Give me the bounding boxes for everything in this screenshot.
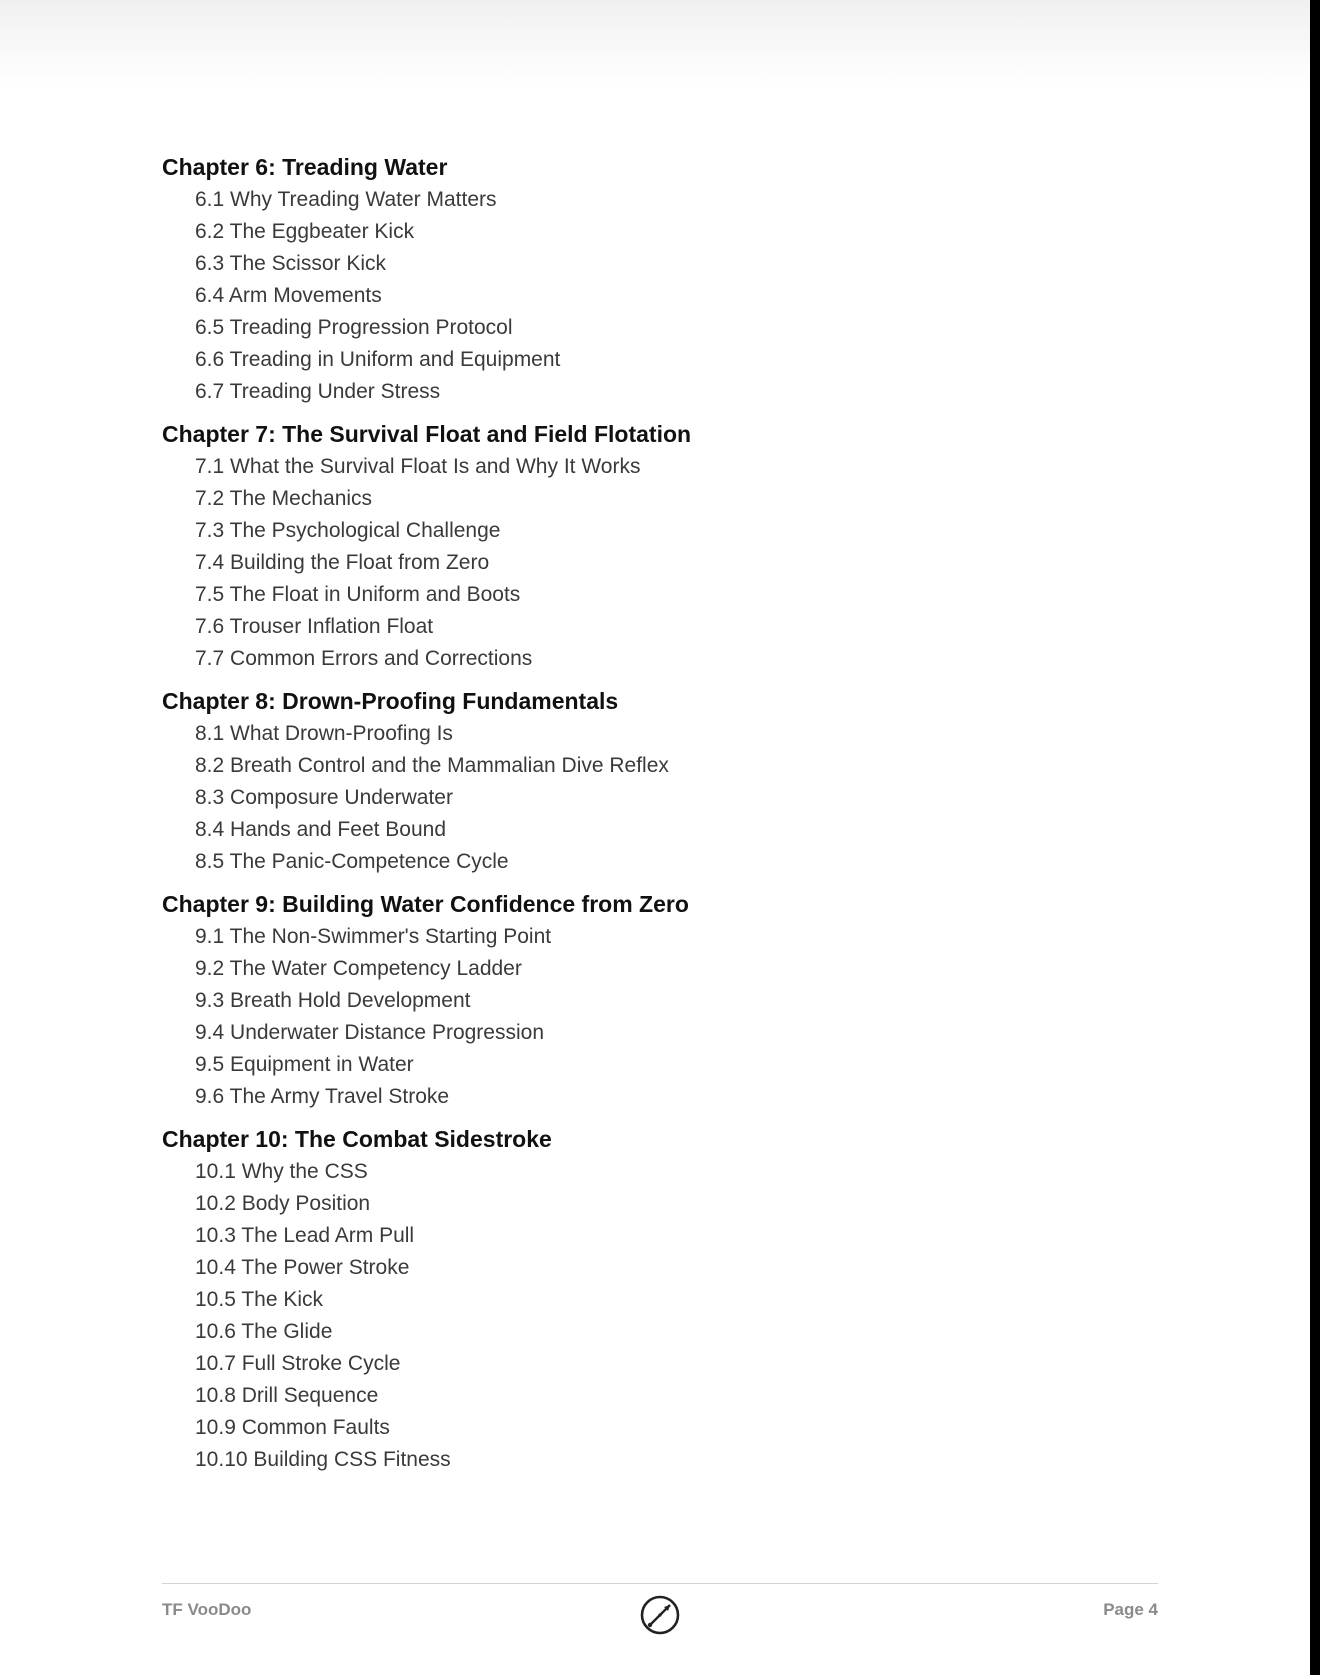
toc-section-item: 6.5 Treading Progression Protocol xyxy=(195,316,513,339)
chapter-title: Chapter 7: The Survival Float and Field Flotation xyxy=(162,421,692,447)
section-list xyxy=(162,184,1162,408)
compass-logo-icon xyxy=(639,1594,681,1636)
toc-chapter xyxy=(162,417,1162,675)
toc-section-item: 6.4 Arm Movements xyxy=(195,284,382,307)
toc-section-item: 10.9 Common Faults xyxy=(195,1416,390,1439)
table-of-contents xyxy=(162,150,1162,1476)
toc-section-item: 6.1 Why Treading Water Matters xyxy=(195,188,497,211)
toc-section-item: 10.8 Drill Sequence xyxy=(195,1384,379,1407)
toc-chapter xyxy=(162,1122,1162,1476)
toc-section-item: 10.6 The Glide xyxy=(195,1320,333,1343)
section-list xyxy=(162,451,1162,675)
toc-section-item: 7.1 What the Survival Float Is and Why It Works xyxy=(195,455,641,478)
toc-section-item: 9.4 Underwater Distance Progression xyxy=(195,1021,545,1044)
top-shadow xyxy=(0,0,1310,90)
toc-section-item: 8.2 Breath Control and the Mammalian Dive Reflex xyxy=(195,754,669,777)
chapter-title: Chapter 9: Building Water Confidence from Zero xyxy=(162,891,689,917)
toc-section-item: 9.2 The Water Competency Ladder xyxy=(195,957,522,980)
toc-section-item: 9.5 Equipment in Water xyxy=(195,1053,414,1076)
footer-brand: TF VooDoo xyxy=(162,1600,252,1619)
toc-section-item: 10.10 Building CSS Fitness xyxy=(195,1448,451,1471)
toc-section-item: 6.7 Treading Under Stress xyxy=(195,380,441,403)
toc-section-item: 7.7 Common Errors and Corrections xyxy=(195,647,533,670)
toc-section-item: 7.2 The Mechanics xyxy=(195,487,373,510)
toc-section-item: 8.3 Composure Underwater xyxy=(195,786,453,809)
toc-section-item: 10.3 The Lead Arm Pull xyxy=(195,1224,415,1247)
toc-section-item: 6.6 Treading in Uniform and Equipment xyxy=(195,348,561,371)
toc-section-item: 9.1 The Non-Swimmer's Starting Point xyxy=(195,925,552,948)
toc-section-item: 6.2 The Eggbeater Kick xyxy=(195,220,415,243)
section-list xyxy=(162,718,1162,878)
toc-chapter xyxy=(162,150,1162,408)
toc-section-item: 8.4 Hands and Feet Bound xyxy=(195,818,447,841)
toc-section-item: 9.3 Breath Hold Development xyxy=(195,989,471,1012)
toc-section-item: 6.3 The Scissor Kick xyxy=(195,252,387,275)
toc-section-item: 10.7 Full Stroke Cycle xyxy=(195,1352,401,1375)
toc-section-item: 7.6 Trouser Inflation Float xyxy=(195,615,434,638)
chapter-title: Chapter 10: The Combat Sidestroke xyxy=(162,1126,552,1152)
toc-section-item: 8.5 The Panic-Competence Cycle xyxy=(195,850,509,873)
chapter-title: Chapter 6: Treading Water xyxy=(162,154,448,180)
toc-chapter xyxy=(162,887,1162,1113)
toc-section-item: 10.1 Why the CSS xyxy=(195,1160,368,1183)
section-list xyxy=(162,921,1162,1113)
toc-chapter xyxy=(162,684,1162,878)
page-number: Page 4 xyxy=(1103,1600,1158,1619)
toc-section-item: 7.3 The Psychological Challenge xyxy=(195,519,501,542)
toc-section-item: 9.6 The Army Travel Stroke xyxy=(195,1085,450,1108)
toc-section-item: 7.4 Building the Float from Zero xyxy=(195,551,490,574)
toc-section-item: 10.5 The Kick xyxy=(195,1288,324,1311)
toc-section-item: 7.5 The Float in Uniform and Boots xyxy=(195,583,521,606)
footer-divider xyxy=(162,1583,1158,1584)
toc-section-item: 10.4 The Power Stroke xyxy=(195,1256,410,1279)
chapter-title: Chapter 8: Drown-Proofing Fundamentals xyxy=(162,688,619,714)
section-list xyxy=(162,1156,1162,1476)
toc-section-item: 8.1 What Drown-Proofing Is xyxy=(195,722,453,745)
toc-section-item: 10.2 Body Position xyxy=(195,1192,371,1215)
